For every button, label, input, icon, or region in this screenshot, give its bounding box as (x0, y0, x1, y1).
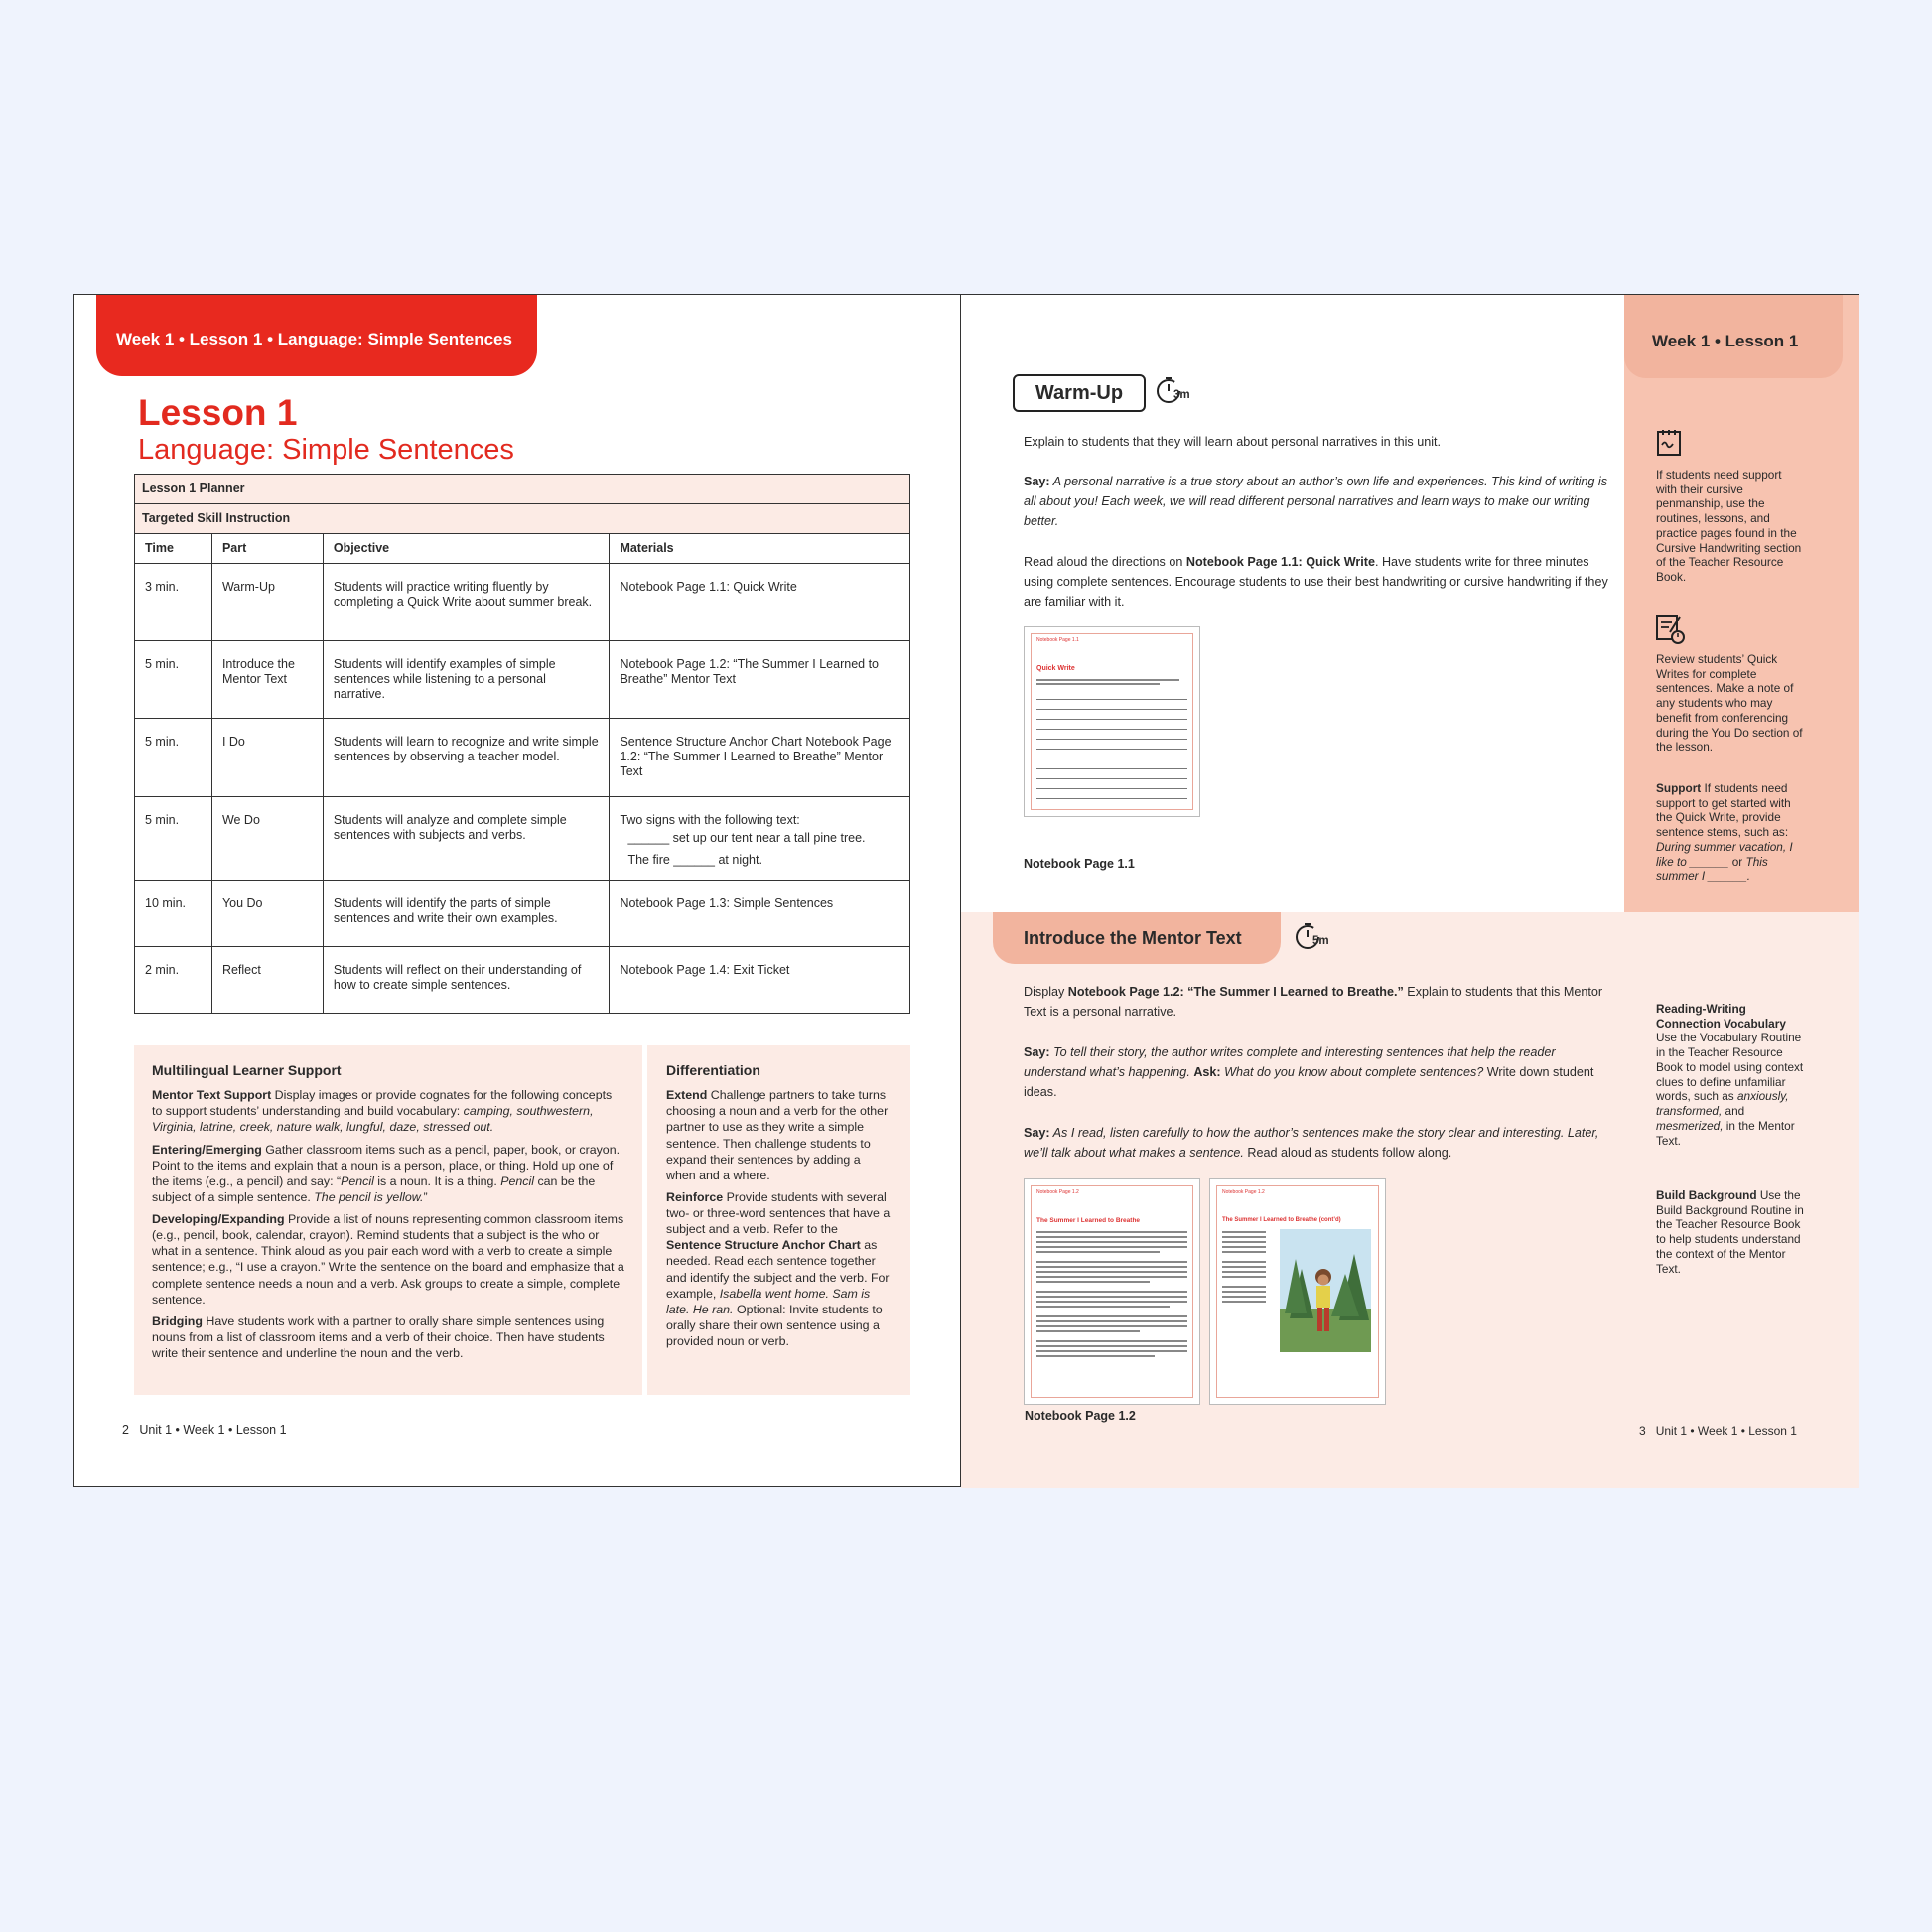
timer-label: 3m (1173, 389, 1190, 401)
col-header-part: Part (211, 534, 323, 564)
table-header-row (135, 534, 910, 564)
sidebar-note: If students need support with their cursive penmanship, use the routines, lessons, and practice pages found in the Cursive Handwriting section of the Teacher Resource Book. (1656, 468, 1802, 585)
cell-time: 5 min. (135, 641, 212, 719)
planner-section: Targeted Skill Instruction (135, 504, 910, 534)
thumb-title: The Summer I Learned to Breathe (cont’d) (1222, 1217, 1341, 1223)
col-header-materials: Materials (610, 534, 910, 564)
paragraph: Read aloud the directions on Notebook Page 1.1: Quick Write. Have students write for three minutes using complete sentences. Encourage students to use their best handwriting or cursive handwriting if they are familiar with it. (1024, 555, 1608, 610)
notebook-thumbnail: Notebook Page 1.2 The Summer I Learned to Breathe (1024, 1178, 1200, 1405)
checklist-icon (1654, 613, 1686, 649)
paragraph: Entering/Emerging Gather classroom items such as a pencil, paper, book, or crayon. Point to the items and explain that a noun is a person, place, or thing. Hold up one of the items (e.g., a pencil) and say: “Pencil is a noun. It is a thing. Pencil can be the subject of a simple sentence. The pencil is yellow.” (152, 1142, 621, 1204)
sidebar-note: Review students’ Quick Writes for complete sentences. Make a note of any students who may benefit from conferencing during the You Do section of the lesson. (1656, 652, 1803, 755)
thumb-title: Quick Write (1036, 665, 1075, 672)
col-header-time: Time (135, 534, 212, 564)
planner-title: Lesson 1 Planner (135, 475, 910, 504)
thumbnail-caption: Notebook Page 1.2 (1025, 1409, 1136, 1423)
box-title: Differentiation (666, 1062, 760, 1078)
cell-objective: Students will identify the parts of simple sentences and write their own examples. (323, 881, 610, 947)
right-page (961, 295, 1858, 1486)
paragraph: Say: A personal narrative is a true story about an author’s own life and experiences. This kind of writing is all about you! Each week, we will read different personal narratives and learn ways to make our writing better. (1024, 475, 1608, 529)
col-header-objective: Objective (323, 534, 610, 564)
box-title: Multilingual Learner Support (152, 1062, 342, 1078)
thumb-title: The Summer I Learned to Breathe (1036, 1217, 1141, 1224)
cell-materials: Sentence Structure Anchor Chart Notebook Page 1.2: “The Summer I Learned to Breathe” Mentor Text (610, 719, 910, 797)
cell-materials (610, 797, 910, 881)
materials-intro: Two signs with the following text: (620, 813, 800, 827)
paragraph: Explain to students that they will learn about personal narratives in this unit. (1024, 435, 1442, 449)
sidebar-note: Reading-Writing Connection Vocabulary Use the Vocabulary Routine in the Teacher Resource Book to model using context clues to define unfamiliar words, such as anxiously, transformed, and mesmerized, in the Mentor Text. (1656, 1002, 1804, 1148)
footer-text: Unit 1 • Week 1 • Lesson 1 (1655, 1424, 1797, 1438)
cell-objective: Students will practice writing fluently by completing a Quick Write about summer break. (323, 564, 610, 641)
planner-band (135, 504, 910, 534)
cell-time: 2 min. (135, 947, 212, 1014)
table-row (135, 881, 910, 947)
header-tab: Week 1 • Lesson 1 • Language: Simple Sentences (96, 295, 537, 376)
paragraph: Display Notebook Page 1.2: “The Summer I Learned to Breathe.” Explain to students that this Mentor Text is a personal narrative. (1024, 985, 1603, 1020)
paragraph: Developing/Expanding Provide a list of nouns representing common classroom items (e.g., pencil, book, calendar, crayon). Remind students that a subject is the who or what in a sentence. Think aloud as you pair each word with a verb to create a simple sentence; e.g., “I use a crayon.” Write the sentence on the board and emphasize that a complete sentence needs a noun and a verb. Ask groups to create a simple, complete sentence. (152, 1212, 624, 1307)
left-page (74, 295, 961, 1486)
planner-band (135, 475, 910, 504)
sidebar-note: Support If students need support to get started with the Quick Write, provide sentence stems, such as: During summer vacation, I like to ______ or This summer I ______. (1656, 781, 1793, 884)
paragraph: Bridging Have students work with a partner to orally share simple sentences using nouns from a list of classroom items and a verb of their choice. Then have students write their sentence and underline the noun and the verb. (152, 1313, 605, 1361)
thumbnail-caption: Notebook Page 1.1 (1024, 857, 1135, 871)
cell-objective: Students will learn to recognize and write simple sentences by observing a teacher model. (323, 719, 610, 797)
differentiation-box (647, 1045, 910, 1395)
mentor-heading: Introduce the Mentor Text (993, 912, 1281, 964)
sign-text-2: The fire ______ at night. (627, 853, 762, 867)
cell-materials: Notebook Page 1.3: Simple Sentences (610, 881, 910, 947)
timer-label: 5m (1312, 935, 1329, 947)
cell-part: I Do (211, 719, 323, 797)
paragraph: Say: As I read, listen carefully to how the author’s sentences make the story clear and interesting. Later, we’ll talk about what makes a sentence. Read aloud as students follow along. (1024, 1126, 1599, 1161)
sidebar-note: Build Background Use the Build Background Routine in the Teacher Resource Book to help students understand the context of the Mentor Text. (1656, 1188, 1804, 1276)
lesson-subtitle: Language: Simple Sentences (138, 434, 514, 466)
cell-objective: Students will identify examples of simple sentences while listening to a personal narrative. (323, 641, 610, 719)
table-row (135, 797, 910, 881)
cell-part: Introduce the Mentor Text (211, 641, 323, 719)
notebook-thumbnail: Notebook Page 1.2 The Summer I Learned to Breathe (cont’d) (1209, 1178, 1386, 1405)
table-row (135, 719, 910, 797)
table-row (135, 564, 910, 641)
page-footer (1639, 1424, 1797, 1438)
cell-part: You Do (211, 881, 323, 947)
paragraph: Say: To tell their story, the author writes complete and interesting sentences that help the reader understand what’s happening. Ask: What do you know about complete sentences? Write down student ideas. (1024, 1045, 1594, 1100)
cell-time: 5 min. (135, 719, 212, 797)
page-number: 3 (1639, 1424, 1646, 1438)
lesson-planner-table (134, 474, 910, 1014)
cell-objective: Students will analyze and complete simple sentences with subjects and verbs. (323, 797, 610, 881)
cell-materials: Notebook Page 1.1: Quick Write (610, 564, 910, 641)
cell-time: 5 min. (135, 797, 212, 881)
page-footer (122, 1423, 287, 1437)
lesson-title: Lesson 1 (138, 392, 298, 433)
cell-materials: Notebook Page 1.2: “The Summer I Learned to Breathe” Mentor Text (610, 641, 910, 719)
table-row (135, 641, 910, 719)
cell-time: 3 min. (135, 564, 212, 641)
warmup-heading: Warm-Up (1013, 374, 1146, 412)
notepad-icon (1654, 428, 1684, 463)
paragraph: Reinforce Provide students with several two- or three-word sentences that have a subject and a verb. Refer to the Sentence Structure Anchor Chart as needed. Read each sentence together and identify the subject and the verb. For example, Isabella went home. Sam is late. He ran. Optional: Invite students to orally share their own sentence using a provided noun or verb. (666, 1189, 891, 1349)
notebook-thumbnail: Notebook Page 1.1 Quick Write (1024, 626, 1200, 817)
paragraph: Extend Challenge partners to take turns choosing a noun and a verb for the other partner to use as they write a simple sentence. Then challenge students to expand their sentences by adding a when and a where. (666, 1088, 889, 1182)
cell-part: Reflect (211, 947, 323, 1014)
cell-materials: Notebook Page 1.4: Exit Ticket (610, 947, 910, 1014)
page-number: 2 (122, 1423, 129, 1437)
book-spread (73, 294, 1859, 1487)
timer-icon (1156, 376, 1190, 406)
multilingual-support-box (134, 1045, 642, 1395)
paragraph: Mentor Text Support Display images or provide cognates for the following concepts to support students’ understanding and build vocabulary: camping, southwestern, Virginia, latrine, creek, nature walk, lungful, daze, stressed out. (152, 1088, 613, 1135)
cell-part: Warm-Up (211, 564, 323, 641)
cell-objective: Students will reflect on their understanding of how to create simple sentences. (323, 947, 610, 1014)
cell-time: 10 min. (135, 881, 212, 947)
timer-icon (1295, 922, 1329, 952)
cell-part: We Do (211, 797, 323, 881)
footer-text: Unit 1 • Week 1 • Lesson 1 (139, 1423, 287, 1437)
illustration-girl-in-forest (1280, 1229, 1371, 1352)
sign-text-1: ______ set up our tent near a tall pine tree. (627, 831, 866, 845)
header-tab: Week 1 • Lesson 1 (1624, 295, 1843, 378)
table-row (135, 947, 910, 1014)
